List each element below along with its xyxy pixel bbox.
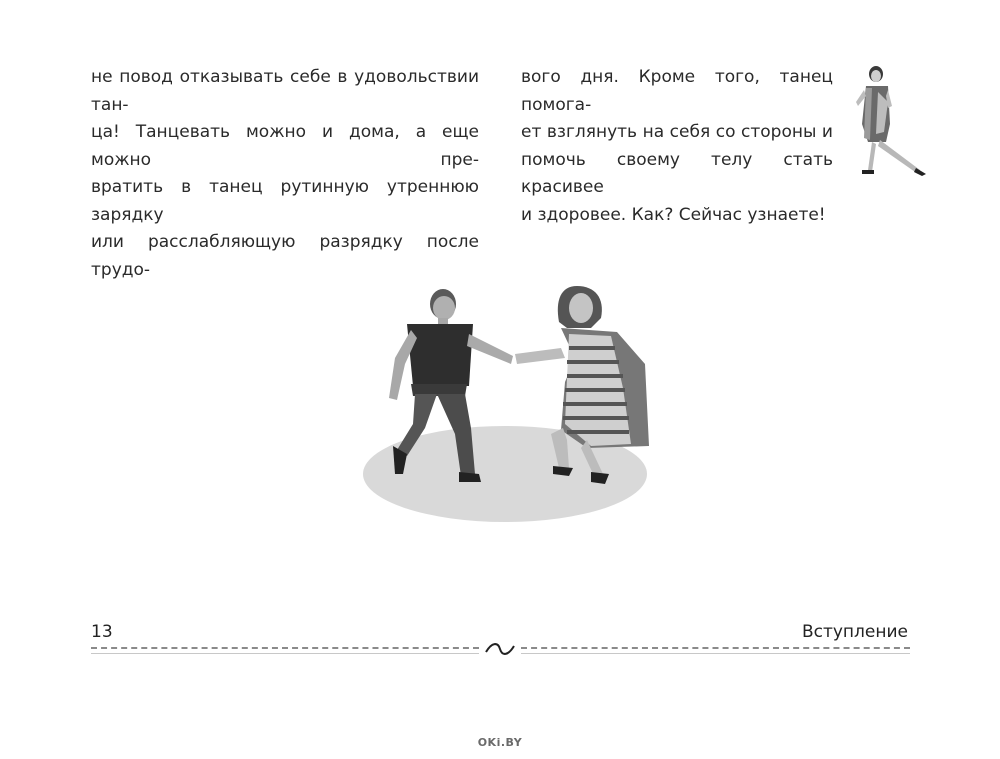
tilde-ornament-icon <box>484 640 516 658</box>
text-line: вого дня. Кроме того, танец помога- <box>521 67 833 115</box>
dancing-woman-icon <box>856 66 926 176</box>
dancing-woman-thumbnail <box>848 62 932 180</box>
dancing-couple-illustration <box>355 278 655 528</box>
watermark: OKi.BY <box>477 736 523 749</box>
text-line: помочь своему телу стать красивее <box>521 149 833 197</box>
text-line: не повод отказывать себе в удовольствии тан- <box>91 67 479 115</box>
text-line: вратить в танец рутинную утреннюю зарядку <box>91 177 479 225</box>
text-line: ца! Танцевать можно и дома, а еще можно пре- <box>91 122 479 170</box>
page-number: 13 <box>91 622 113 642</box>
text-line: или расслабляющую разрядку после трудо- <box>91 232 479 280</box>
text-line: ет взглянуть на себя со стороны и <box>521 122 833 142</box>
text-line: и здоровее. Как? Сейчас узнаете! <box>521 204 826 225</box>
section-title: Вступление <box>801 622 908 642</box>
footer-rule-left <box>91 647 479 654</box>
footer-rule-right <box>521 647 910 654</box>
text-column-left <box>91 64 479 284</box>
text-column-right <box>521 64 833 229</box>
